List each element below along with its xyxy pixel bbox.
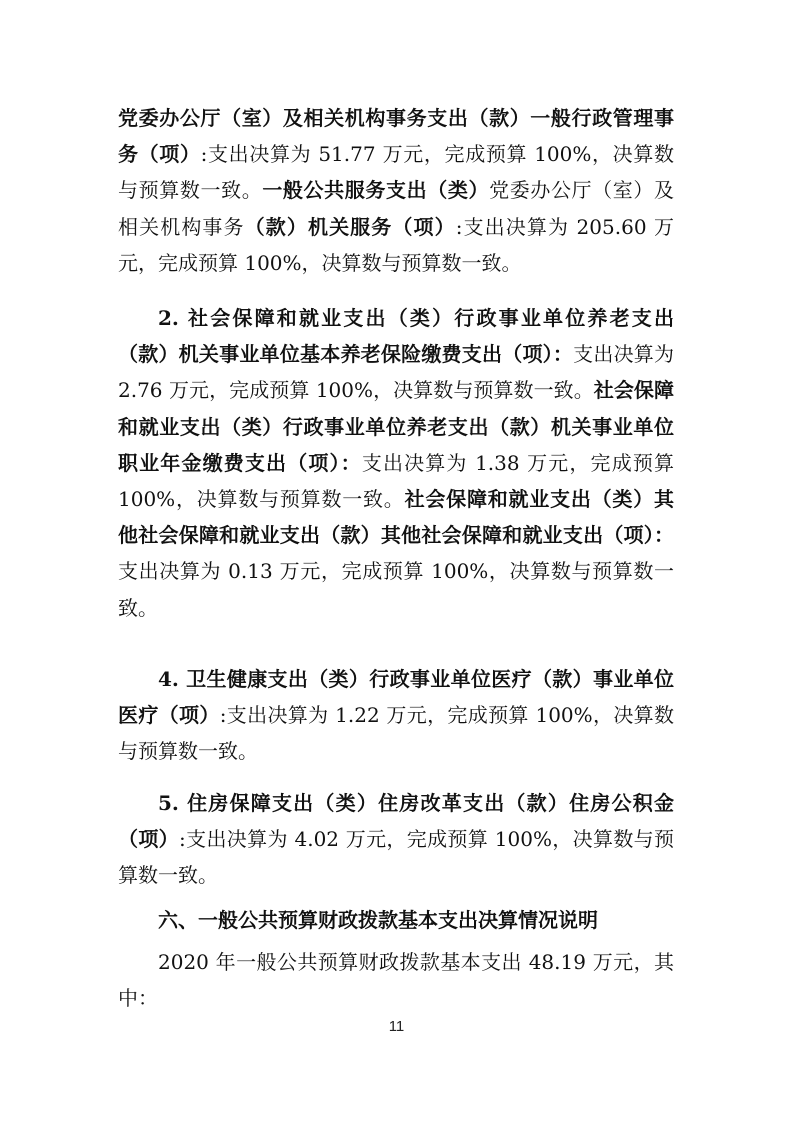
paragraph-party-office-expenditure bbox=[118, 100, 674, 281]
page-number: 11 bbox=[388, 1018, 405, 1035]
paragraph-basic-expenditure: 2020 年一般公共预算财政拨款基本支出 48.19 万元，其中： bbox=[118, 950, 674, 1011]
item-detail: 支出决算为 0.13 万元，完成预算 100%，决算数与预算数一致。 bbox=[118, 559, 674, 620]
item-detail: :支出决算为 205.60 万元，完成预算 100%，决算数与预算数一致。 bbox=[118, 214, 675, 275]
bold-item-title: 5. 住房保障支出（类）住房改革支出（款）住房公积金（项） bbox=[118, 791, 674, 852]
paragraph-health-expenditure bbox=[118, 661, 674, 770]
item-detail: :支出决算为 1.22 万元，完成预算 100%，决算数与预算数一致。 bbox=[118, 703, 674, 764]
bold-item-title: 社会保障和就业支出（类）其他社会保障和就业支出（款）其他社会保障和就业支出（项）： bbox=[118, 487, 674, 548]
item-detail: :支出决算为 51.77 万元，完成预算 100%，决算数与预算数一致。 bbox=[118, 142, 674, 203]
item-detail: 支出决算为 2.76 万元，完成预算 100%，决算数与预算数一致。 bbox=[118, 342, 675, 403]
paragraph-social-security-expenditure bbox=[118, 300, 674, 626]
section-heading-six: 六、一般公共预算财政拨款基本支出决算情况说明 bbox=[158, 908, 598, 932]
bold-item-title: 2. 社会保障和就业支出（类）行政事业单位养老支出（款）机关事业单位基本养老保险缴费支出（项）： bbox=[118, 306, 674, 367]
item-detail: 党委办公厅（室）及相关机构事务 bbox=[118, 178, 675, 239]
bold-item-title: 一般公共服务支出（类） bbox=[262, 178, 490, 203]
bold-item-title: （款）机关服务（项） bbox=[244, 214, 456, 239]
bold-item-title: 4. 卫生健康支出（类）行政事业单位医疗（款）事业单位医疗（项） bbox=[118, 667, 674, 728]
bold-item-title: 党委办公厅（室）及相关机构事务支出（款）一般行政管理事务（项） bbox=[118, 106, 674, 167]
paragraph-housing-expenditure bbox=[118, 785, 674, 894]
item-detail: 支出决算为 1.38 万元，完成预算 100%，决算数与预算数一致。 bbox=[118, 450, 675, 512]
item-detail: :支出决算为 4.02 万元，完成预算 100%，决算数与预算数一致。 bbox=[118, 827, 675, 888]
bold-item-title: 社会保障和就业支出（类）行政事业单位养老支出（款）机关事业单位职业年金缴费支出（项）： bbox=[118, 378, 674, 475]
